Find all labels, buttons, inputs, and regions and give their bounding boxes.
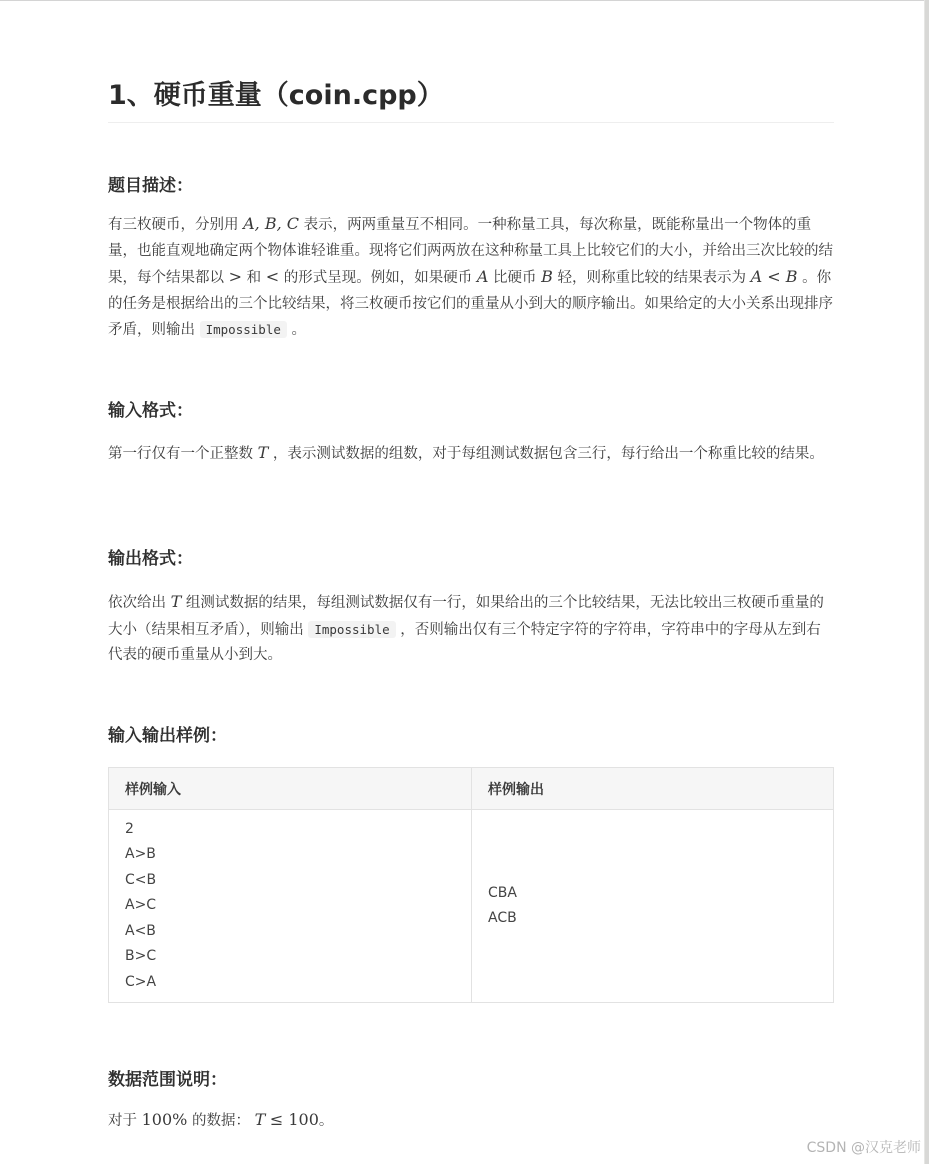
text: ，表示测试数据的组数，对于每组测试数据包含三行，每行给出一个称重比较的结果。 [272, 446, 824, 462]
math-b: B [541, 267, 553, 286]
sample-input-line: A>C [125, 897, 157, 914]
sample-output-line: CBA [488, 884, 517, 901]
output-format-heading: 输出格式： [108, 549, 193, 569]
text: 依次给出 [108, 595, 166, 611]
text: 。你的任务是根据给出的三个比较结果，将三枚硬币按它们的重量从小到大的顺序输出。如果给定的大小关系出现排序矛盾，则输出 [108, 270, 833, 338]
text: 的数据： [191, 1113, 250, 1129]
table-row [109, 810, 834, 1003]
text: 第一行仅有一个正整数 [108, 446, 253, 462]
description-heading: 题目描述： [108, 176, 193, 196]
sample-input-line: 2 [125, 820, 134, 837]
data-range-heading: 数据范围说明： [108, 1070, 227, 1090]
math-greater: > [228, 267, 243, 286]
text: 。 [318, 1113, 334, 1129]
output-format-paragraph [108, 589, 834, 669]
input-format-heading: 输入格式： [108, 401, 193, 421]
text: 有三枚硬币，分别用 [108, 217, 239, 233]
sample-input-line: C>A [125, 973, 157, 990]
samples-table [108, 767, 834, 1003]
math-less: < [265, 267, 280, 286]
math-t: T [254, 1110, 266, 1129]
description-paragraph [108, 211, 834, 344]
math-percent: 100% [141, 1110, 188, 1129]
sample-input-line: B>C [125, 948, 157, 965]
text: 表示，两两重量互不相同。一种称量工具，每次称量，既能称量出一个物体的重量，也能直观地确定两个物体谁轻谁重。现将它们两两放在这种称量工具上比较它们的大小，并给出三次比较的结果，每个结果都以 [108, 217, 833, 286]
samples-heading: 输入输出样例： [108, 726, 227, 746]
sample-input-cell [109, 810, 472, 1003]
math-t: T [257, 443, 269, 462]
text: 轻，则称重比较的结果表示为 [557, 270, 747, 286]
table-header-row [109, 768, 834, 810]
column-header-sample-output: 样例输出 [472, 768, 834, 810]
sample-input-line: A<B [125, 922, 156, 939]
sample-input-line: A>B [125, 846, 156, 863]
text: ，否则输出仅有三个特定字符的字符串，字符串中的字母从左到右代表的硬币重量从小到大。 [108, 621, 821, 663]
sample-output-line: ACB [488, 910, 517, 926]
math-coins: A, B, C [243, 214, 300, 233]
math-a-less-b: A < B [750, 267, 798, 286]
math-leq-100: ≤ 100 [269, 1110, 319, 1129]
top-border [0, 0, 929, 1]
text: 比硬币 [493, 270, 537, 286]
text: 和 [246, 270, 262, 286]
text: 的形式呈现。例如，如果硬币 [283, 270, 473, 286]
sample-output-cell [472, 810, 834, 1003]
inline-code-impossible: Impossible [200, 321, 287, 338]
text: 。 [291, 322, 306, 338]
data-range-paragraph [108, 1107, 834, 1135]
sample-input-line: C<B [125, 871, 157, 888]
inline-code-impossible: Impossible [308, 621, 395, 638]
text: 对于 [108, 1113, 137, 1129]
scrollbar[interactable] [924, 0, 929, 1164]
page-title: 1、硬币重量（coin.cpp） [108, 76, 834, 123]
input-format-paragraph [108, 440, 834, 468]
math-t: T [170, 592, 182, 611]
watermark: CSDN @汉克老师 [806, 1140, 921, 1156]
column-header-sample-input: 样例输入 [109, 768, 472, 810]
math-a: A [476, 267, 489, 286]
text: 组测试数据的结果，每组测试数据仅有一行，如果给出的三个比较结果，无法比较出三枚硬币重量的大小（结果相互矛盾），则输出 [108, 595, 824, 638]
